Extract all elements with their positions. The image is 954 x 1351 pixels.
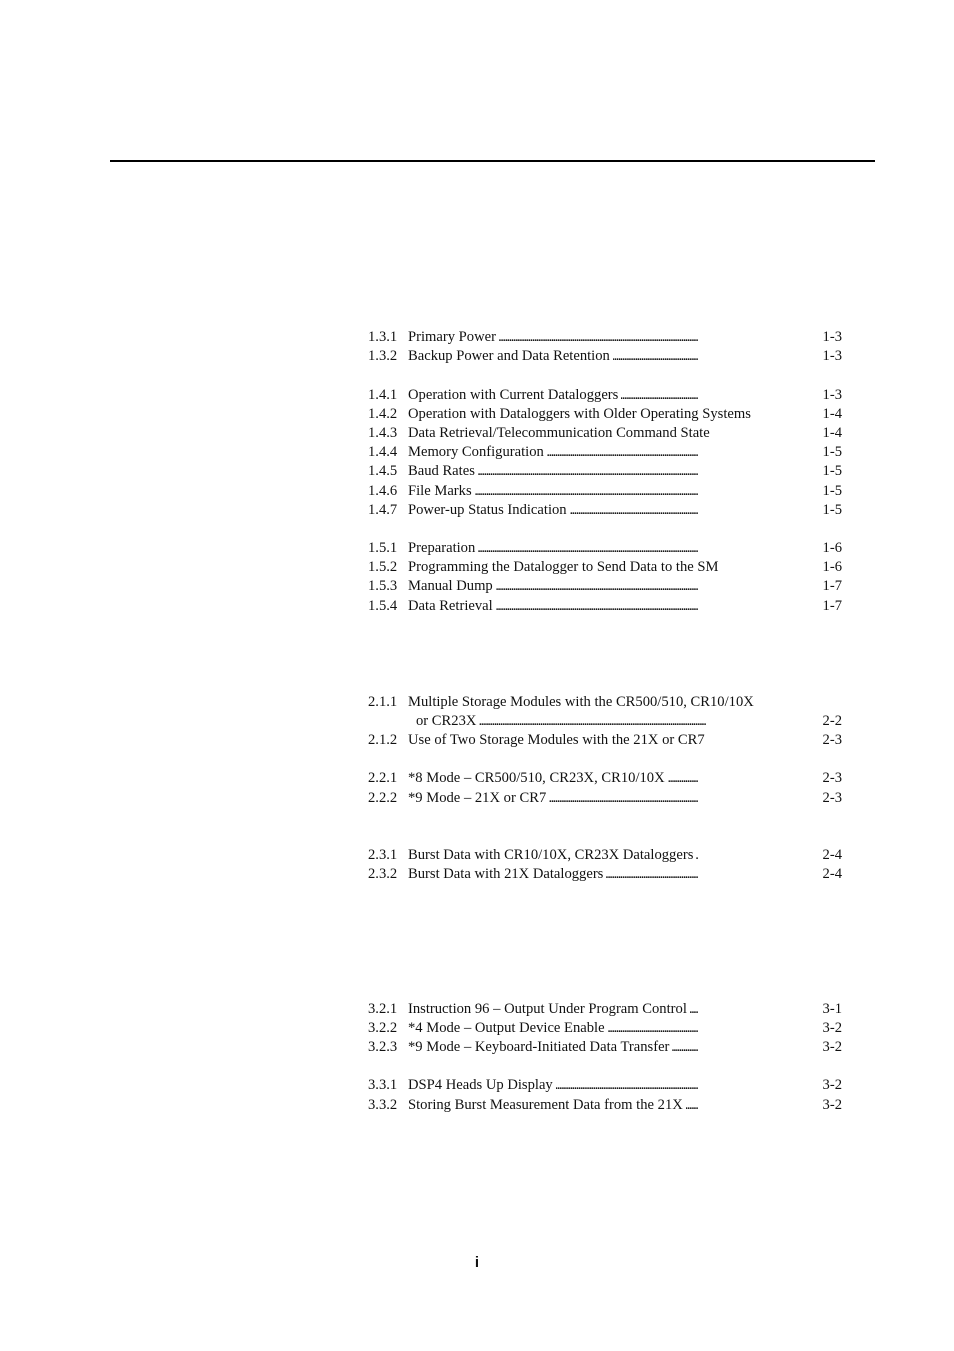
section-title: *4 Mode – Output Device Enable: [408, 1020, 608, 1036]
section-number: 1.3.1: [368, 329, 398, 345]
section-number: 1.5.4: [368, 597, 398, 614]
section-title: *9 Mode – Keyboard-Initiated Data Transfer: [408, 1039, 672, 1055]
section-title: Operation with Dataloggers with Older Operating Systems: [408, 406, 754, 422]
section-title: Burst Data with 21X Dataloggers: [408, 866, 606, 882]
toc-entry[interactable]: [368, 1000, 842, 1019]
toc-entry[interactable]: [368, 558, 842, 577]
section-number: 1.4.7: [368, 501, 398, 518]
toc-entry[interactable]: [368, 846, 842, 865]
section-number: 1.5.3: [368, 578, 398, 595]
toc-entry-continuation[interactable]: [368, 712, 842, 731]
toc-group: [368, 693, 842, 751]
page-ref: 2-3: [822, 789, 842, 806]
toc-entry[interactable]: [368, 693, 842, 712]
table-of-contents: [368, 328, 842, 1115]
page-ref: 1-5: [822, 444, 842, 461]
toc-entry[interactable]: [368, 1038, 842, 1057]
page-ref: 3-1: [822, 1000, 842, 1017]
section-title: Backup Power and Data Retention: [408, 348, 613, 364]
page-ref: 3-2: [822, 1077, 842, 1094]
page-ref: 3-2: [822, 1096, 842, 1113]
section-number: 3.2.3: [368, 1039, 398, 1056]
section-title: Use of Two Storage Modules with the 21X or CR7: [408, 732, 708, 748]
section-number: 3.3.2: [368, 1096, 398, 1113]
section-title: or CR23X: [416, 713, 479, 729]
page-ref: 1-4: [822, 424, 842, 441]
page-ref: 2-4: [822, 847, 842, 864]
toc-entry[interactable]: [368, 501, 842, 520]
section-number: 1.4.1: [368, 386, 398, 403]
section-title: Manual Dump: [408, 578, 496, 594]
toc-entry[interactable]: [368, 462, 842, 481]
section-title: DSP4 Heads Up Display: [408, 1077, 556, 1093]
section-number: 1.4.4: [368, 444, 398, 461]
section-title: Operation with Current Dataloggers: [408, 387, 621, 403]
section-title: Preparation: [408, 540, 478, 556]
page-ref: 1-5: [822, 482, 842, 499]
section-title: Programming the Datalogger to Send Data to the SM: [408, 559, 721, 575]
section-number: 1.4.6: [368, 482, 398, 499]
toc-group: [368, 1076, 842, 1114]
page-ref: 2-3: [822, 731, 842, 748]
section-title: Multiple Storage Modules with the CR500/510, CR10/10X: [408, 694, 757, 710]
toc-entry[interactable]: [368, 482, 842, 501]
toc-entry[interactable]: [368, 1019, 842, 1038]
toc-entry[interactable]: [368, 405, 842, 424]
section-number: 2.1.2: [368, 731, 398, 748]
header-rule: [110, 160, 875, 162]
page-ref: 3-2: [822, 1019, 842, 1036]
toc-entry[interactable]: [368, 539, 842, 558]
page-ref: 3-2: [822, 1039, 842, 1056]
toc-entry[interactable]: [368, 577, 842, 596]
section-number: 2.1.1: [368, 693, 398, 710]
toc-entry[interactable]: [368, 769, 842, 788]
section-title: Data Retrieval: [408, 598, 496, 614]
page-ref: 1-7: [822, 578, 842, 595]
toc-entry[interactable]: [368, 731, 842, 750]
toc-entry[interactable]: [368, 789, 842, 808]
section-number: 3.2.2: [368, 1019, 398, 1036]
toc-entry[interactable]: [368, 865, 842, 884]
section-number: 3.2.1: [368, 1000, 398, 1017]
toc-entry[interactable]: [368, 443, 842, 462]
section-title: Power-up Status Indication: [408, 502, 570, 518]
section-title: *8 Mode – CR500/510, CR23X, CR10/10X: [408, 770, 668, 786]
section-number: 3.3.1: [368, 1077, 398, 1094]
section-title: File Marks: [408, 483, 475, 499]
toc-entry[interactable]: [368, 424, 842, 443]
page-ref: 1-4: [822, 405, 842, 422]
page-ref: 1-3: [822, 348, 842, 365]
section-title: Storing Burst Measurement Data from the 21X: [408, 1097, 686, 1113]
section-title: Baud Rates: [408, 463, 478, 479]
page-ref: 2-3: [822, 770, 842, 787]
toc-entry[interactable]: [368, 1096, 842, 1115]
section-number: 1.4.5: [368, 463, 398, 480]
section-number: 1.4.2: [368, 405, 398, 422]
section-title: Primary Power: [408, 329, 499, 345]
toc-group: [368, 769, 842, 807]
section-number: 2.2.2: [368, 789, 398, 806]
page-ref: 1-3: [822, 329, 842, 345]
toc-group: [368, 328, 842, 366]
page-ref: 1-7: [822, 597, 842, 614]
section-title: *9 Mode – 21X or CR7: [408, 790, 549, 806]
toc-group: [368, 386, 842, 520]
section-number: 2.2.1: [368, 770, 398, 787]
section-number: 1.3.2: [368, 348, 398, 365]
section-number: 1.5.1: [368, 540, 398, 557]
toc-entry[interactable]: [368, 1076, 842, 1095]
page-ref: 2-4: [822, 866, 842, 883]
section-title: Instruction 96 – Output Under Program Control: [408, 1001, 690, 1017]
section-number: 1.4.3: [368, 424, 398, 441]
section-number: 2.3.1: [368, 847, 398, 864]
page-ref: 1-3: [822, 386, 842, 403]
page-ref: 1-6: [822, 559, 842, 576]
page-ref: 1-6: [822, 540, 842, 557]
toc-entry[interactable]: [368, 386, 842, 405]
toc-group: [368, 539, 842, 616]
page-ref: 1-5: [822, 463, 842, 480]
section-title: Burst Data with CR10/10X, CR23X Dataloggers: [408, 847, 696, 863]
toc-entry[interactable]: [368, 347, 842, 366]
toc-group: [368, 846, 842, 884]
toc-entry[interactable]: [368, 597, 842, 616]
section-title: Memory Configuration: [408, 444, 547, 460]
toc-entry[interactable]: [368, 328, 842, 347]
section-number: 2.3.2: [368, 866, 398, 883]
section-number: 1.5.2: [368, 559, 398, 576]
section-title: Data Retrieval/Telecommunication Command State: [408, 425, 713, 441]
toc-group: [368, 1000, 842, 1058]
page-ref: 2-2: [822, 712, 842, 729]
page-ref: 1-5: [822, 501, 842, 518]
page-number: i: [474, 1254, 480, 1271]
